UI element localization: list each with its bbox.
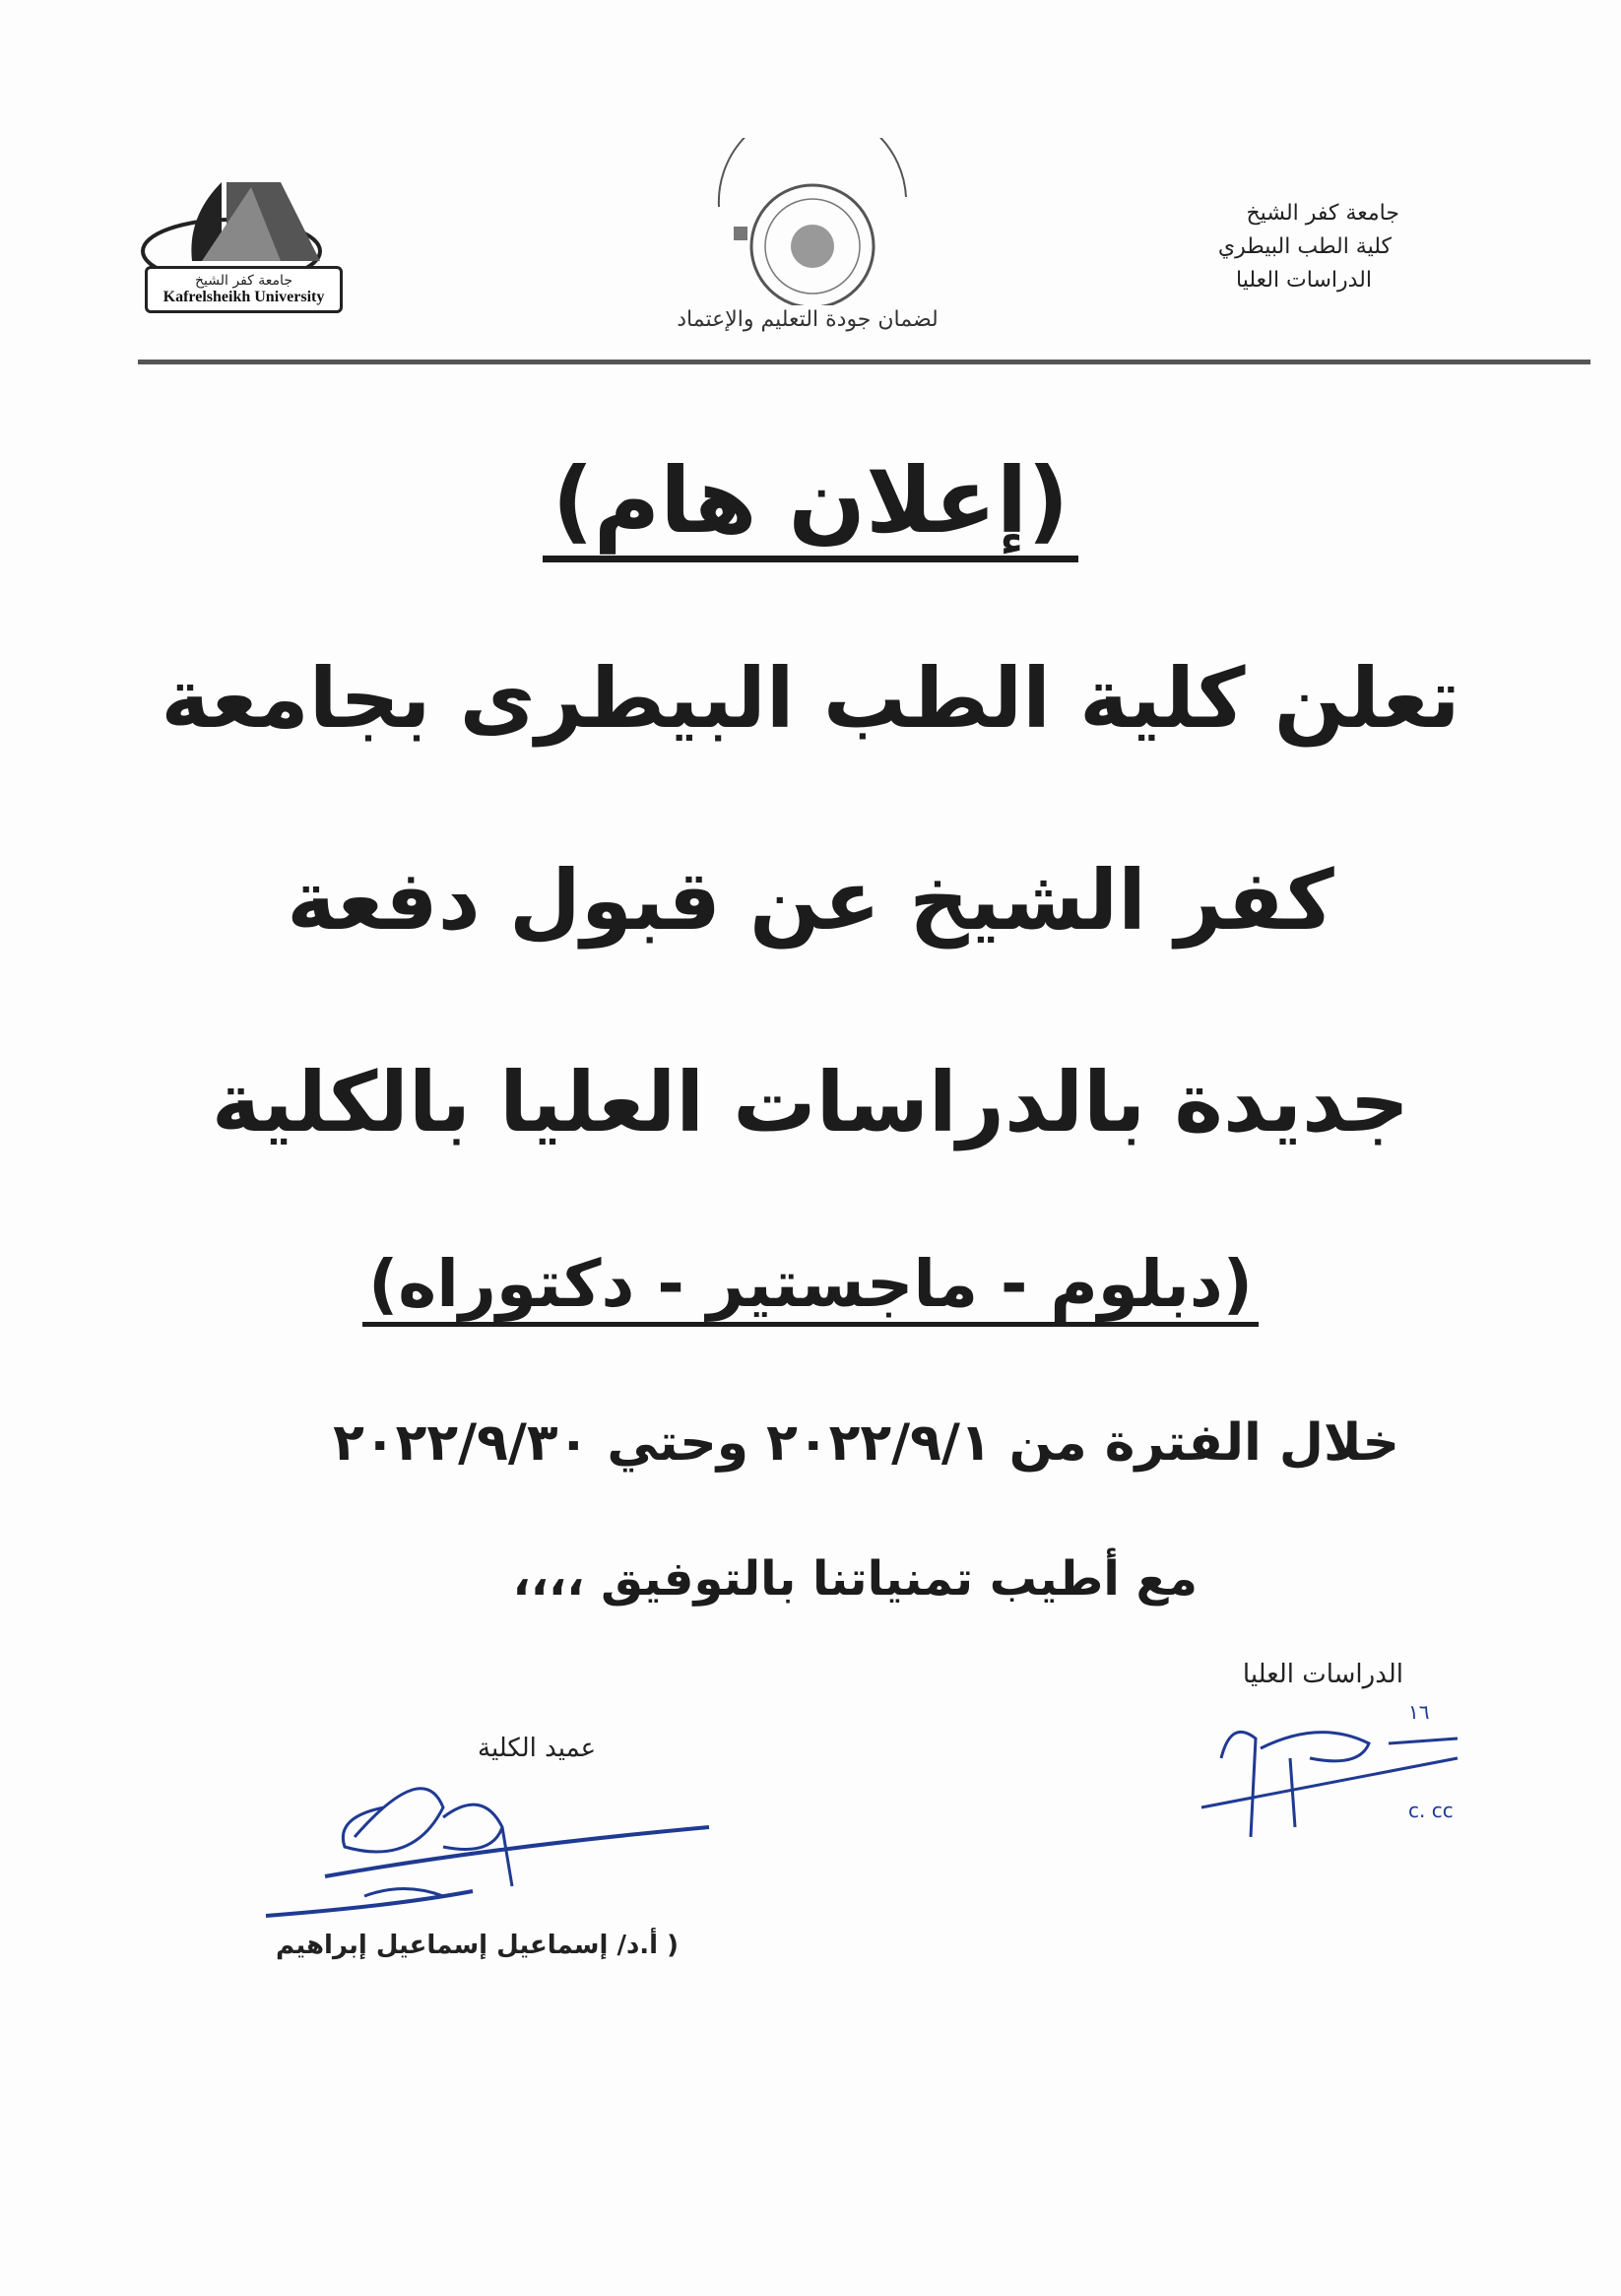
application-period: خلال الفترة من ٢٠٢٢/٩/١ وحتي ٢٠٢٢/٩/٣٠: [333, 1413, 1399, 1473]
announcement-title: [0, 448, 1621, 554]
header-institution: [1045, 197, 1399, 297]
header-faculty: كلية الطب البيطري: [1217, 234, 1392, 259]
announcement-line-2: كفر الشيخ عن قبول دفعة: [287, 852, 1334, 949]
programs-list: [0, 1246, 1621, 1322]
seal-caption: لضمان جودة التعليم والإعتماد: [677, 307, 939, 332]
announcement-line-3: جديدة بالدراسات العليا بالكلية: [211, 1054, 1410, 1150]
dean-name: ( أ.د/ إسماعيل إسماعيل إبراهيم: [276, 1931, 680, 1960]
header-university: جامعة كفر الشيخ: [1246, 201, 1399, 226]
logo-arabic-text: جامعة كفر الشيخ: [195, 273, 292, 289]
header-department: الدراسات العليا: [1236, 268, 1372, 293]
announcement-line-1: تعلن كلية الطب البيطرى بجامعة: [161, 650, 1460, 747]
header-divider: [138, 360, 1590, 364]
closing-wishes: مع أطيب تمنياتنا بالتوفيق ،،،،: [512, 1551, 1198, 1607]
announcement-title-text: (إعلان هام): [543, 448, 1079, 562]
handwritten-signature-left: [246, 1748, 719, 1935]
svg-text:c. cc: c. cc: [1408, 1799, 1454, 1822]
signature-left-title: عميد الكلية: [478, 1734, 597, 1763]
seal-emblem-icon: [650, 138, 965, 305]
programs-text: (دبلوم - ماجستير - دكتوراه): [362, 1246, 1259, 1327]
handwritten-signature-right: [1162, 1699, 1497, 1847]
university-logo: [133, 158, 340, 315]
signature-graduate-studies: [1162, 1660, 1497, 1847]
signature-right-title: الدراسات العليا: [1242, 1660, 1403, 1689]
signature-dean: [246, 1734, 719, 1970]
logo-english-text: Kafrelsheikh University: [162, 289, 325, 305]
accreditation-seal: [650, 138, 965, 345]
svg-text:١٦: ١٦: [1408, 1700, 1430, 1724]
university-logo-band: [145, 266, 343, 313]
pyramid-sail-icon: [133, 158, 340, 276]
